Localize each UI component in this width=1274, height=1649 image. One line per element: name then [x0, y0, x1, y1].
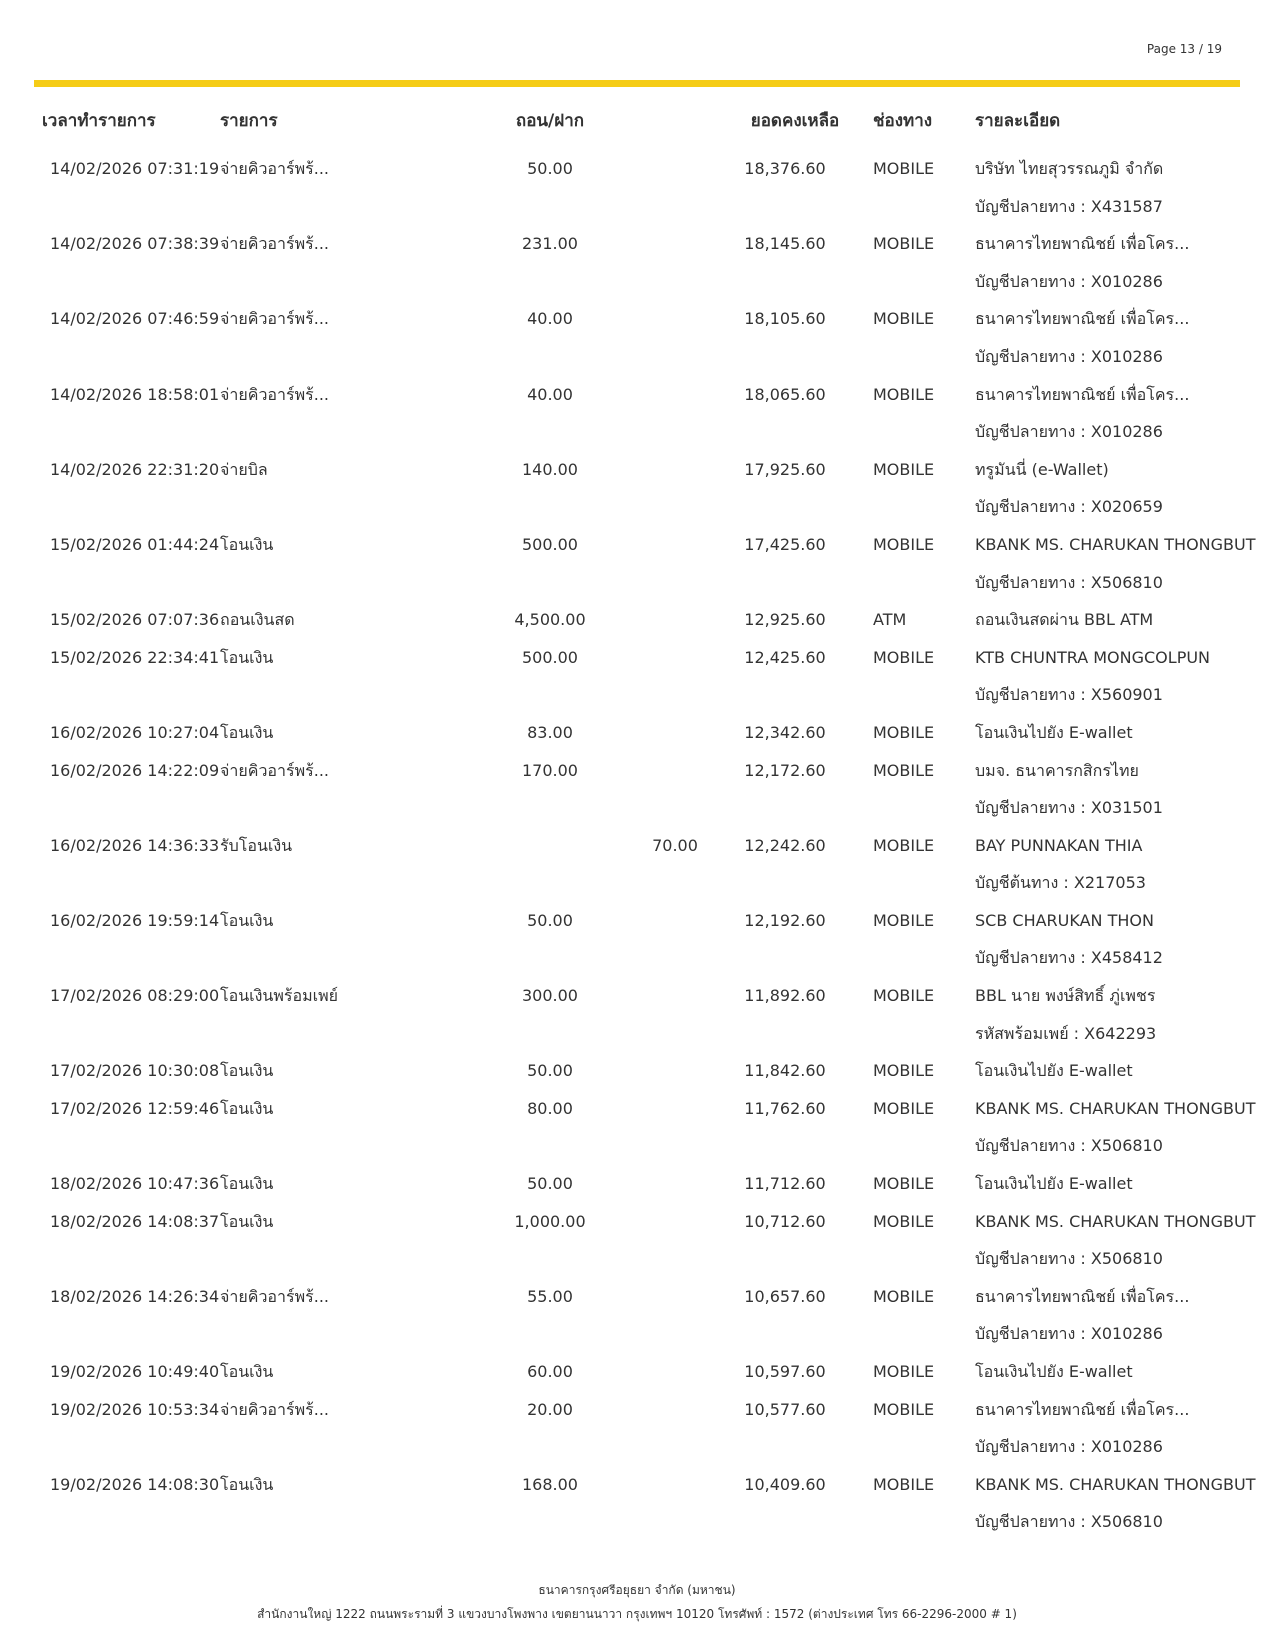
cell-balance: 10,409.60 — [744, 1474, 826, 1494]
cell-channel: MOBILE — [873, 760, 935, 780]
table-row — [0, 376, 1274, 414]
cell-description: โอนเงิน — [220, 1211, 274, 1231]
cell-account: บัญชีปลายทาง : X010286 — [975, 422, 1163, 442]
cell-balance: 11,762.60 — [744, 1098, 826, 1118]
cell-description: จ่ายคิวอาร์พร้... — [220, 1286, 330, 1306]
cell-detail: บมจ. ธนาคารกสิกรไทย — [975, 760, 1139, 780]
cell-deposit: 70.00 — [652, 835, 698, 855]
cell-withdraw: 40.00 — [527, 384, 573, 404]
cell-withdraw: 50.00 — [527, 910, 573, 930]
cell-channel: ATM — [873, 610, 907, 630]
cell-description: จ่ายคิวอาร์พร้... — [220, 159, 330, 178]
cell-detail: บริษัท ไทยสุวรรณภูมิ จำกัด — [975, 159, 1164, 178]
cell-withdraw: 4,500.00 — [514, 610, 586, 630]
cell-balance: 17,925.60 — [744, 459, 826, 479]
cell-time: 14/02/2026 18:58:01 — [50, 384, 220, 404]
cell-withdraw: 55.00 — [527, 1286, 573, 1306]
table-row-subline — [0, 676, 1274, 714]
cell-description: จ่ายคิวอาร์พร้... — [220, 760, 330, 780]
cell-balance: 12,242.60 — [744, 835, 826, 855]
cell-description: โอนเงิน — [220, 1474, 274, 1494]
cell-channel: MOBILE — [873, 459, 935, 479]
cell-channel: MOBILE — [873, 986, 935, 1006]
cell-time: 16/02/2026 10:27:04 — [50, 722, 220, 742]
cell-balance: 11,892.60 — [744, 986, 826, 1006]
cell-detail: ธนาคารไทยพาณิชย์ เพื่อโคร... — [975, 309, 1190, 329]
table-row — [0, 977, 1274, 1015]
cell-description: จ่ายบิล — [220, 459, 268, 479]
cell-withdraw: 83.00 — [527, 722, 573, 742]
cell-detail: ธนาคารไทยพาณิชย์ เพื่อโคร... — [975, 1286, 1190, 1306]
cell-account: บัญชีปลายทาง : X010286 — [975, 346, 1163, 366]
cell-channel: MOBILE — [873, 1211, 935, 1231]
table-row-subline — [0, 564, 1274, 602]
table-row-subline — [0, 939, 1274, 977]
transaction-table — [0, 150, 1274, 1541]
table-row-subline — [0, 488, 1274, 526]
table-row-subline — [0, 338, 1274, 376]
table-row-subline — [0, 1503, 1274, 1541]
table-row — [0, 150, 1274, 188]
header-time: เวลาทำรายการ — [42, 111, 156, 131]
cell-balance: 17,425.60 — [744, 534, 826, 554]
cell-time: 14/02/2026 07:38:39 — [50, 234, 220, 254]
cell-withdraw: 231.00 — [522, 234, 578, 254]
table-row-subline — [0, 1240, 1274, 1278]
cell-detail: โอนเงินไปยัง E-wallet — [975, 1362, 1133, 1381]
cell-description: จ่ายคิวอาร์พร้... — [220, 1399, 330, 1419]
cell-detail: ธนาคารไทยพาณิชย์ เพื่อโคร... — [975, 234, 1190, 254]
cell-channel: MOBILE — [873, 159, 935, 178]
cell-account: บัญชีปลายทาง : X506810 — [975, 1249, 1163, 1269]
table-row — [0, 827, 1274, 865]
table-row — [0, 451, 1274, 489]
cell-description: โอนเงิน — [220, 534, 274, 554]
cell-channel: MOBILE — [873, 722, 935, 742]
table-row — [0, 1052, 1274, 1090]
header-description: รายการ — [220, 111, 278, 131]
cell-time: 17/02/2026 12:59:46 — [50, 1098, 220, 1118]
cell-description: โอนเงิน — [220, 910, 274, 930]
cell-account: บัญชีปลายทาง : X010286 — [975, 1437, 1163, 1457]
table-row-subline — [0, 263, 1274, 301]
cell-channel: MOBILE — [873, 384, 935, 404]
cell-description: โอนเงิน — [220, 1174, 274, 1194]
cell-channel: MOBILE — [873, 234, 935, 254]
cell-detail: ธนาคารไทยพาณิชย์ เพื่อโคร... — [975, 1399, 1190, 1419]
cell-detail: KTB CHUNTRA MONGCOLPUN — [975, 647, 1211, 667]
cell-withdraw: 1,000.00 — [514, 1211, 586, 1231]
cell-balance: 11,712.60 — [744, 1174, 826, 1194]
footer-bank-name: ธนาคารกรุงศรีอยุธยา จำกัด (มหาชน) — [538, 1583, 736, 1597]
cell-balance: 12,425.60 — [744, 647, 826, 667]
cell-account: บัญชีปลายทาง : X458412 — [975, 948, 1163, 968]
table-row-subline — [0, 1015, 1274, 1053]
cell-withdraw: 60.00 — [527, 1362, 573, 1381]
cell-withdraw: 300.00 — [522, 986, 578, 1006]
cell-balance: 18,105.60 — [744, 309, 826, 329]
cell-time: 17/02/2026 08:29:00 — [50, 986, 220, 1006]
cell-detail: ทรูมันนี่ (e-Wallet) — [975, 459, 1109, 479]
table-row-subline — [0, 789, 1274, 827]
cell-detail: KBANK MS. CHARUKAN THONGBUT — [975, 1211, 1256, 1231]
table-row-subline — [0, 1428, 1274, 1466]
cell-withdraw: 168.00 — [522, 1474, 578, 1494]
cell-detail: SCB CHARUKAN THON — [975, 910, 1154, 930]
cell-detail: BAY PUNNAKAN THIA — [975, 835, 1143, 855]
cell-balance: 10,597.60 — [744, 1362, 826, 1381]
cell-balance: 10,577.60 — [744, 1399, 826, 1419]
cell-channel: MOBILE — [873, 1474, 935, 1494]
cell-withdraw: 20.00 — [527, 1399, 573, 1419]
table-row — [0, 225, 1274, 263]
cell-account: บัญชีต้นทาง : X217053 — [975, 873, 1146, 893]
cell-time: 16/02/2026 14:36:33 — [50, 835, 220, 855]
cell-account: รหัสพร้อมเพย์ : X642293 — [975, 1023, 1157, 1043]
table-row — [0, 1203, 1274, 1241]
cell-description: ถอนเงินสด — [220, 610, 295, 630]
cell-channel: MOBILE — [873, 1286, 935, 1306]
cell-description: โอนเงินพร้อมเพย์ — [220, 986, 339, 1006]
cell-channel: MOBILE — [873, 1362, 935, 1381]
cell-description: จ่ายคิวอาร์พร้... — [220, 384, 330, 404]
cell-description: โอนเงิน — [220, 722, 274, 742]
table-row-subline — [0, 864, 1274, 902]
cell-detail: KBANK MS. CHARUKAN THONGBUT — [975, 1098, 1256, 1118]
cell-account: บัญชีปลายทาง : X020659 — [975, 497, 1163, 517]
cell-withdraw: 50.00 — [527, 159, 573, 178]
cell-time: 16/02/2026 14:22:09 — [50, 760, 220, 780]
table-row — [0, 639, 1274, 677]
table-row — [0, 1391, 1274, 1429]
table-row-subline — [0, 413, 1274, 451]
cell-description: โอนเงิน — [220, 1362, 274, 1381]
cell-channel: MOBILE — [873, 1098, 935, 1118]
footer — [0, 1578, 1274, 1626]
table-row — [0, 601, 1274, 639]
cell-withdraw: 50.00 — [527, 1174, 573, 1194]
cell-channel: MOBILE — [873, 835, 935, 855]
cell-time: 15/02/2026 22:34:41 — [50, 647, 220, 667]
cell-balance: 12,192.60 — [744, 910, 826, 930]
cell-detail: โอนเงินไปยัง E-wallet — [975, 1061, 1133, 1081]
cell-detail: KBANK MS. CHARUKAN THONGBUT — [975, 534, 1256, 554]
cell-account: บัญชีปลายทาง : X031501 — [975, 798, 1163, 818]
cell-account: บัญชีปลายทาง : X506810 — [975, 1136, 1163, 1156]
cell-time: 16/02/2026 19:59:14 — [50, 910, 220, 930]
cell-withdraw: 80.00 — [527, 1098, 573, 1118]
header-details: รายละเอียด — [975, 111, 1061, 131]
table-row — [0, 902, 1274, 940]
table-row-subline — [0, 1315, 1274, 1353]
cell-channel: MOBILE — [873, 647, 935, 667]
cell-balance: 18,376.60 — [744, 159, 826, 178]
footer-address: สำนักงานใหญ่ 1222 ถนนพระรามที่ 3 แขวงบางโพงพาง เขตยานนาวา กรุงเทพฯ 10120 โทรศัพท์ : 1572 (ต่างประเทศ โทร 66-2296-2000 # 1) — [257, 1607, 1017, 1621]
cell-time: 15/02/2026 01:44:24 — [50, 534, 220, 554]
table-row — [0, 1165, 1274, 1203]
cell-balance: 18,145.60 — [744, 234, 826, 254]
table-row — [0, 300, 1274, 338]
cell-balance: 10,712.60 — [744, 1211, 826, 1231]
cell-time: 14/02/2026 22:31:20 — [50, 459, 220, 479]
cell-description: จ่ายคิวอาร์พร้... — [220, 309, 330, 329]
cell-account: บัญชีปลายทาง : X010286 — [975, 271, 1163, 291]
header-balance: ยอดคงเหลือ — [750, 111, 840, 131]
cell-withdraw: 170.00 — [522, 760, 578, 780]
cell-time: 14/02/2026 07:46:59 — [50, 309, 220, 329]
cell-time: 17/02/2026 10:30:08 — [50, 1061, 220, 1081]
cell-withdraw: 140.00 — [522, 459, 578, 479]
cell-account: บัญชีปลายทาง : X560901 — [975, 685, 1163, 705]
table-row — [0, 714, 1274, 752]
cell-channel: MOBILE — [873, 1174, 935, 1194]
table-row-subline — [0, 1127, 1274, 1165]
page-number: Page 13 / 19 — [1146, 42, 1222, 56]
table-header — [0, 108, 1274, 134]
cell-time: 14/02/2026 07:31:19 — [50, 159, 220, 178]
cell-withdraw: 50.00 — [527, 1061, 573, 1081]
cell-balance: 12,172.60 — [744, 760, 826, 780]
cell-detail: โอนเงินไปยัง E-wallet — [975, 722, 1133, 742]
cell-balance: 12,342.60 — [744, 722, 826, 742]
cell-time: 19/02/2026 10:53:34 — [50, 1399, 220, 1419]
cell-balance: 18,065.60 — [744, 384, 826, 404]
cell-channel: MOBILE — [873, 309, 935, 329]
cell-description: จ่ายคิวอาร์พร้... — [220, 234, 330, 254]
cell-description: โอนเงิน — [220, 1098, 274, 1118]
cell-withdraw: 500.00 — [522, 647, 578, 667]
cell-balance: 12,925.60 — [744, 610, 826, 630]
cell-detail: ธนาคารไทยพาณิชย์ เพื่อโคร... — [975, 384, 1190, 404]
cell-detail: BBL นาย พงษ์สิทธิ์ ภู่เพชร — [975, 986, 1156, 1006]
cell-channel: MOBILE — [873, 1061, 935, 1081]
table-row — [0, 752, 1274, 790]
cell-description: โอนเงิน — [220, 647, 274, 667]
cell-time: 18/02/2026 10:47:36 — [50, 1174, 220, 1194]
cell-time: 19/02/2026 14:08:30 — [50, 1474, 220, 1494]
header-withdraw-deposit: ถอน/ฝาก — [515, 111, 585, 131]
cell-channel: MOBILE — [873, 910, 935, 930]
cell-time: 18/02/2026 14:26:34 — [50, 1286, 220, 1306]
header-channel: ช่องทาง — [873, 111, 933, 131]
table-row — [0, 1466, 1274, 1504]
cell-detail: โอนเงินไปยัง E-wallet — [975, 1174, 1133, 1194]
cell-detail: ถอนเงินสดผ่าน BBL ATM — [975, 610, 1154, 630]
table-row — [0, 1090, 1274, 1128]
cell-balance: 10,657.60 — [744, 1286, 826, 1306]
cell-time: 15/02/2026 07:07:36 — [50, 610, 220, 630]
cell-detail: KBANK MS. CHARUKAN THONGBUT — [975, 1474, 1256, 1494]
cell-description: โอนเงิน — [220, 1061, 274, 1081]
accent-bar — [34, 80, 1240, 87]
table-row — [0, 1278, 1274, 1316]
table-row-subline — [0, 188, 1274, 226]
table-row — [0, 1353, 1274, 1391]
cell-description: รับโอนเงิน — [220, 835, 293, 855]
cell-withdraw: 500.00 — [522, 534, 578, 554]
cell-time: 18/02/2026 14:08:37 — [50, 1211, 220, 1231]
cell-balance: 11,842.60 — [744, 1061, 826, 1081]
cell-withdraw — [470, 827, 630, 865]
cell-withdraw: 40.00 — [527, 309, 573, 329]
cell-channel: MOBILE — [873, 534, 935, 554]
cell-time: 19/02/2026 10:49:40 — [50, 1362, 220, 1381]
cell-account: บัญชีปลายทาง : X010286 — [975, 1324, 1163, 1344]
cell-account: บัญชีปลายทาง : X506810 — [975, 572, 1163, 592]
cell-account: บัญชีปลายทาง : X506810 — [975, 1512, 1163, 1532]
cell-channel: MOBILE — [873, 1399, 935, 1419]
cell-account: บัญชีปลายทาง : X431587 — [975, 196, 1163, 216]
table-row — [0, 526, 1274, 564]
